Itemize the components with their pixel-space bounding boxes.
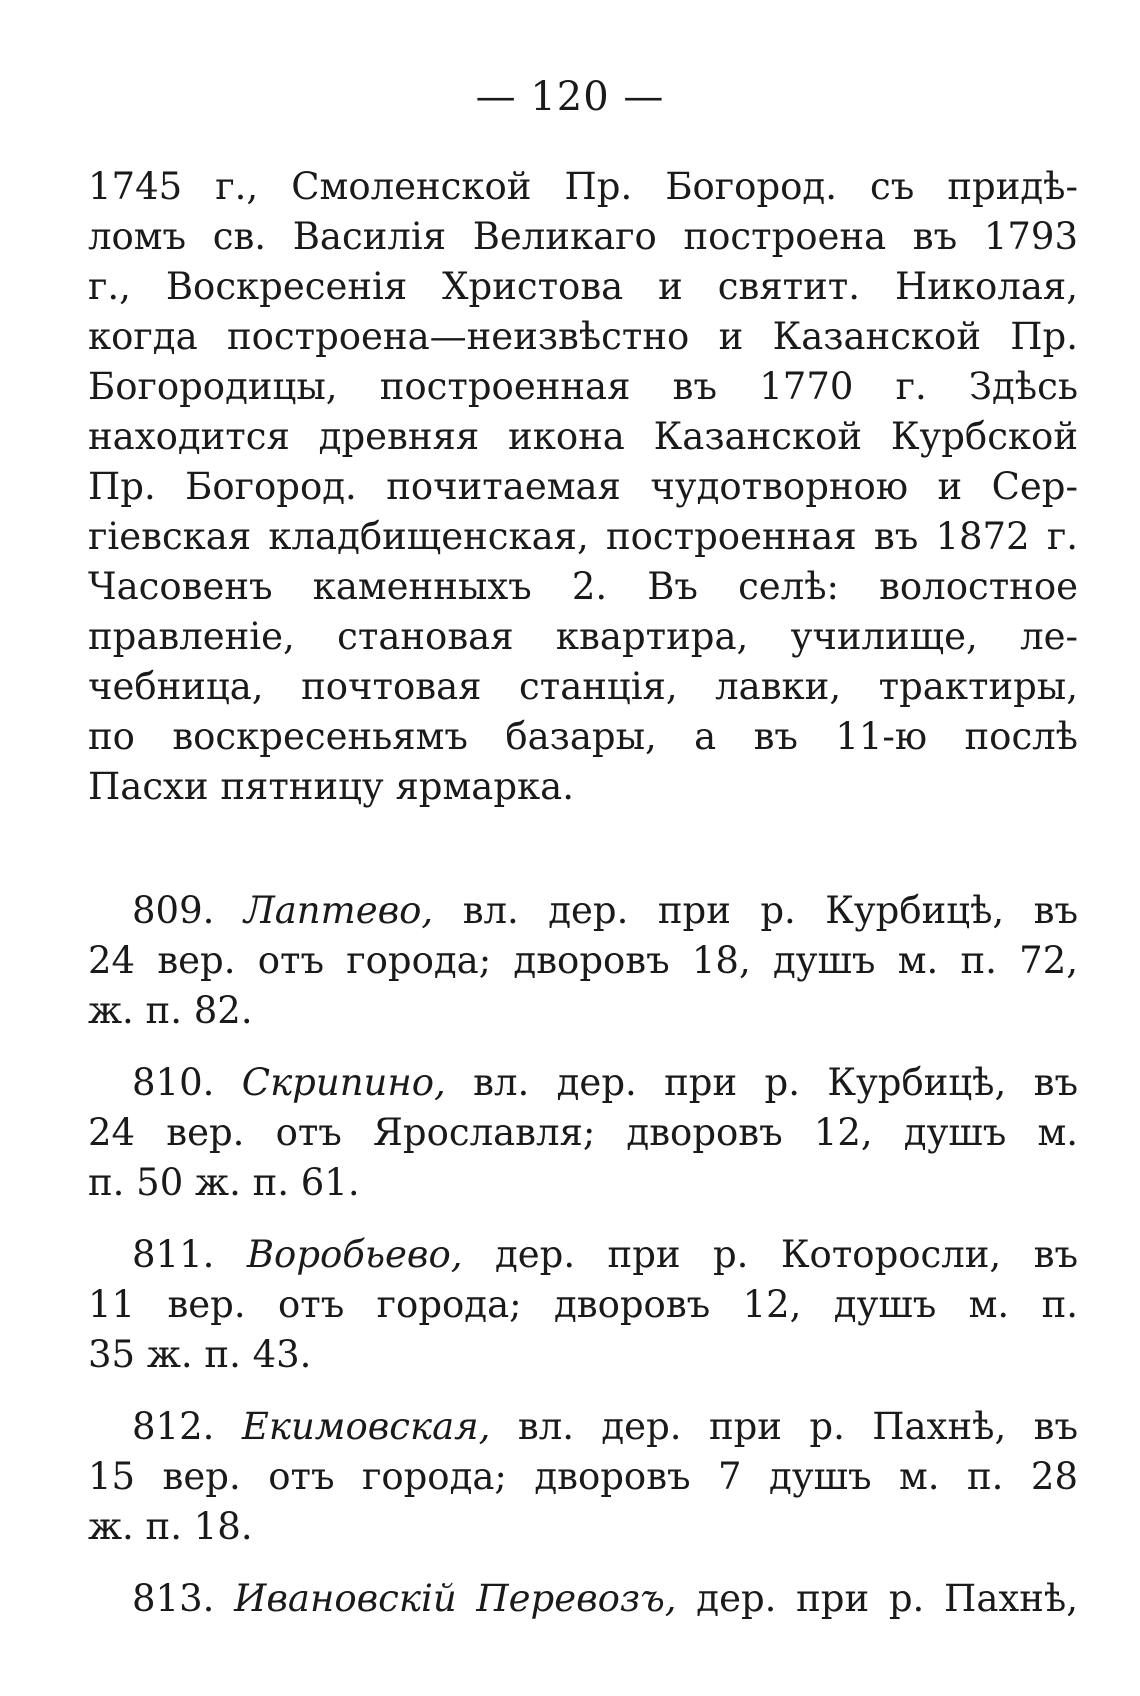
text-line: Пасхи пятницу ярмарка. [88, 765, 574, 808]
text-line: чебница, почтовая станція, лавки, трактиры, [88, 665, 1078, 708]
text-line: 24 вер. отъ Ярославля; дворовъ 12, душъ м. [88, 1111, 1078, 1154]
entry-text: дер. при р. Которосли, въ [494, 1233, 1079, 1276]
text-line: г., Воскресенія Христова и святит. Николая, [88, 265, 1078, 308]
text-line: по воскресеньямъ базары, а въ 11-ю послѣ [88, 715, 1078, 758]
entry-809 [88, 886, 1078, 1036]
text-line: Часовенъ каменныхъ 2. Въ селѣ: волостное [88, 565, 1078, 608]
entry-811 [88, 1230, 1078, 1380]
place-name: Ивановскій Перевозъ, [234, 1577, 677, 1620]
text-line: гіевская кладбищенская, построенная въ 1872 г. [88, 515, 1078, 558]
text-line: Богородицы, построенная въ 1770 г. Здѣсь [88, 365, 1078, 408]
entry-text: вл. дер. при р. Курбицѣ, въ [473, 1061, 1079, 1104]
entry-heading-line [88, 1230, 1078, 1280]
text-line: правленіе, становая квартира, училище, ле- [88, 615, 1078, 658]
entry-heading-line [88, 1574, 1078, 1624]
text-line: Пр. Богород. почитаемая чудотворною и Сер- [88, 465, 1078, 508]
text-line: ж. п. 82. [88, 989, 253, 1032]
text-line: ломъ св. Василія Великаго построена въ 1793 [88, 215, 1078, 258]
entry-number: 811. [132, 1233, 215, 1276]
entry-813 [88, 1574, 1078, 1624]
place-name: Скрипино, [241, 1061, 446, 1104]
entry-text: дер. при р. Пахнѣ, [696, 1577, 1078, 1620]
intro-paragraph [88, 162, 1078, 812]
text-line: ж. п. 18. [88, 1505, 253, 1548]
text-line: 24 вер. отъ города; дворовъ 18, душъ м. п. 72, [88, 939, 1078, 982]
text-line: находится древняя икона Казанской Курбской [88, 415, 1078, 458]
entry-812 [88, 1402, 1078, 1552]
entry-text: вл. дер. при р. Курбицѣ, въ [462, 889, 1079, 932]
entry-heading-line [88, 1402, 1078, 1452]
text-line: п. 50 ж. п. 61. [88, 1161, 360, 1204]
entry-number: 809. [132, 889, 215, 932]
place-name: Воробьево, [246, 1233, 463, 1276]
entry-810 [88, 1058, 1078, 1208]
text-line: 11 вер. отъ города; дворовъ 12, душъ м. п. [88, 1283, 1078, 1326]
entry-number: 813. [132, 1577, 215, 1620]
text-line: когда построена—неизвѣстно и Казанской Пр. [88, 315, 1078, 358]
text-line: 15 вер. отъ города; дворовъ 7 душъ м. п. 28 [88, 1455, 1078, 1498]
entry-text: вл. дер. при р. Пахнѣ, въ [517, 1405, 1079, 1448]
entry-heading-line [88, 1058, 1078, 1108]
entry-number: 810. [132, 1061, 215, 1104]
text-line: 35 ж. п. 43. [88, 1333, 312, 1376]
text-line: 1745 г., Смоленской Пр. Богород. съ придѣ- [88, 165, 1078, 208]
place-name: Екимовская, [241, 1405, 491, 1448]
page-number: — 120 — [475, 74, 665, 120]
entry-heading-line [88, 886, 1078, 936]
place-name: Лаптево, [243, 889, 434, 932]
entry-number: 812. [132, 1405, 215, 1448]
